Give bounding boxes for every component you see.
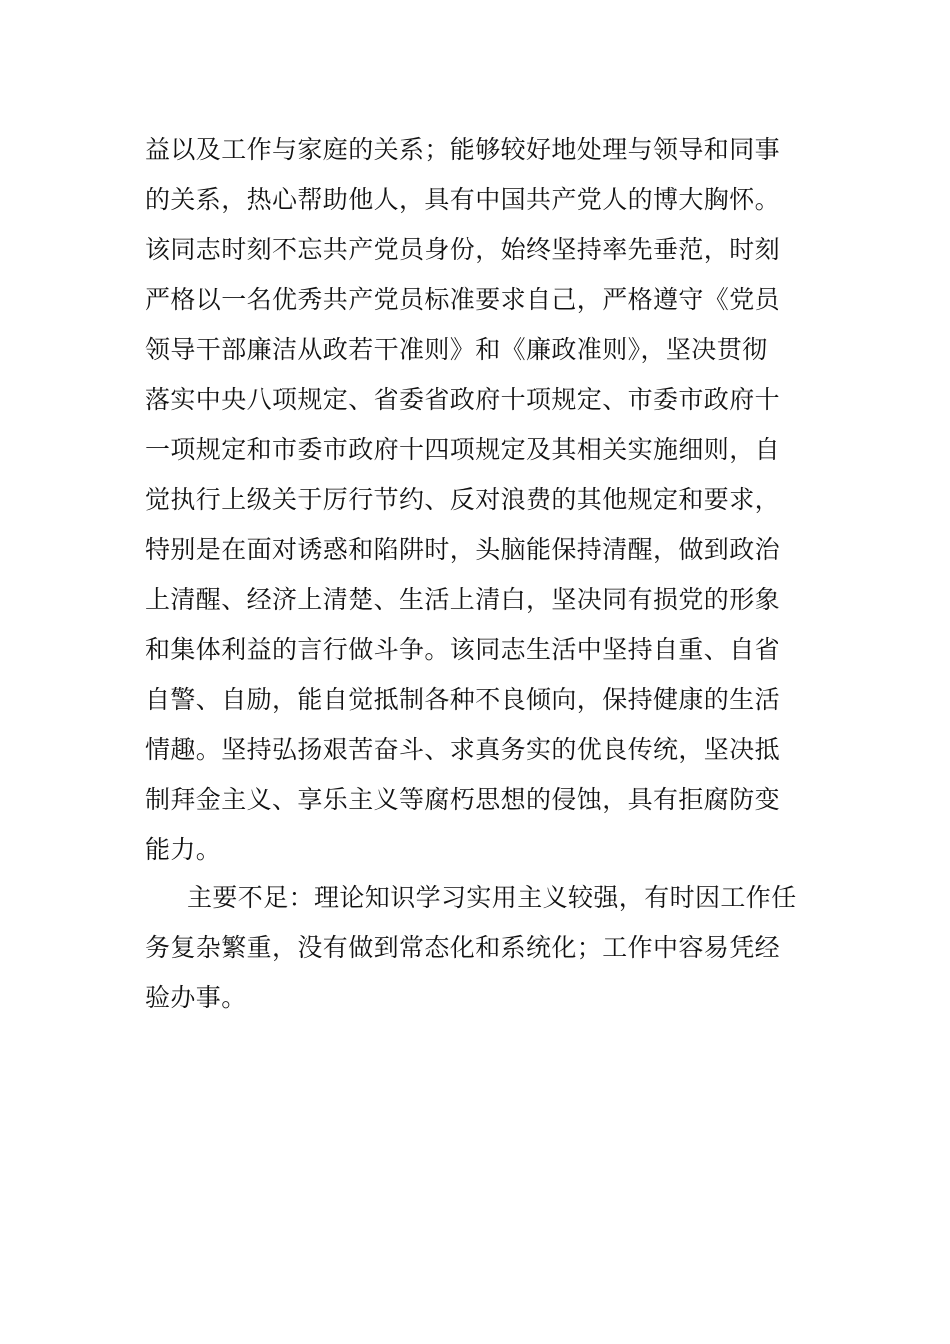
text-line: 主要不足：理论知识学习实用主义较强，有时因工作任 bbox=[187, 883, 797, 912]
text-line: 该同志时刻不忘共产党员身份，始终坚持率先垂范，时刻 bbox=[145, 235, 781, 264]
text-line: 自警、自励，能自觉抵制各种不良倾向，保持健康的生活 bbox=[145, 685, 781, 714]
text-line: 验办事。 bbox=[145, 983, 247, 1012]
text-line: 觉执行上级关于厉行节约、反对浪费的其他规定和要求， bbox=[145, 485, 781, 514]
text-line: 上清醒、经济上清楚、生活上清白，坚决同有损党的形象 bbox=[145, 585, 781, 614]
text-line: 益以及工作与家庭的关系；能够较好地处理与领导和同事 bbox=[145, 135, 781, 164]
text-line: 一项规定和市委市政府十四项规定及其相关实施细则，自 bbox=[145, 435, 781, 464]
text-line: 能力。 bbox=[145, 835, 222, 864]
text-line: 领导干部廉洁从政若干准则》和《廉政准则》，坚决贯彻 bbox=[145, 335, 768, 364]
text-line: 严格以一名优秀共产党员标准要求自己，严格遵守《党员 bbox=[145, 285, 781, 314]
text-line: 特别是在面对诱惑和陷阱时，头脑能保持清醒，做到政治 bbox=[145, 535, 781, 564]
paragraph-shortcomings bbox=[145, 873, 810, 1023]
text-line: 制拜金主义、享乐主义等腐朽思想的侵蚀，具有拒腐防变 bbox=[145, 785, 781, 814]
text-line: 的关系，热心帮助他人，具有中国共产党人的博大胸怀。 bbox=[145, 185, 781, 214]
text-line: 和集体利益的言行做斗争。该同志生活中坚持自重、自省 bbox=[145, 635, 781, 664]
text-line: 落实中央八项规定、省委省政府十项规定、市委市政府十 bbox=[145, 385, 781, 414]
text-line: 务复杂繁重，没有做到常态化和系统化；工作中容易凭经 bbox=[145, 933, 781, 962]
paragraph-integrity bbox=[145, 125, 810, 875]
text-line: 情趣。坚持弘扬艰苦奋斗、求真务实的优良传统，坚决抵 bbox=[145, 735, 781, 764]
